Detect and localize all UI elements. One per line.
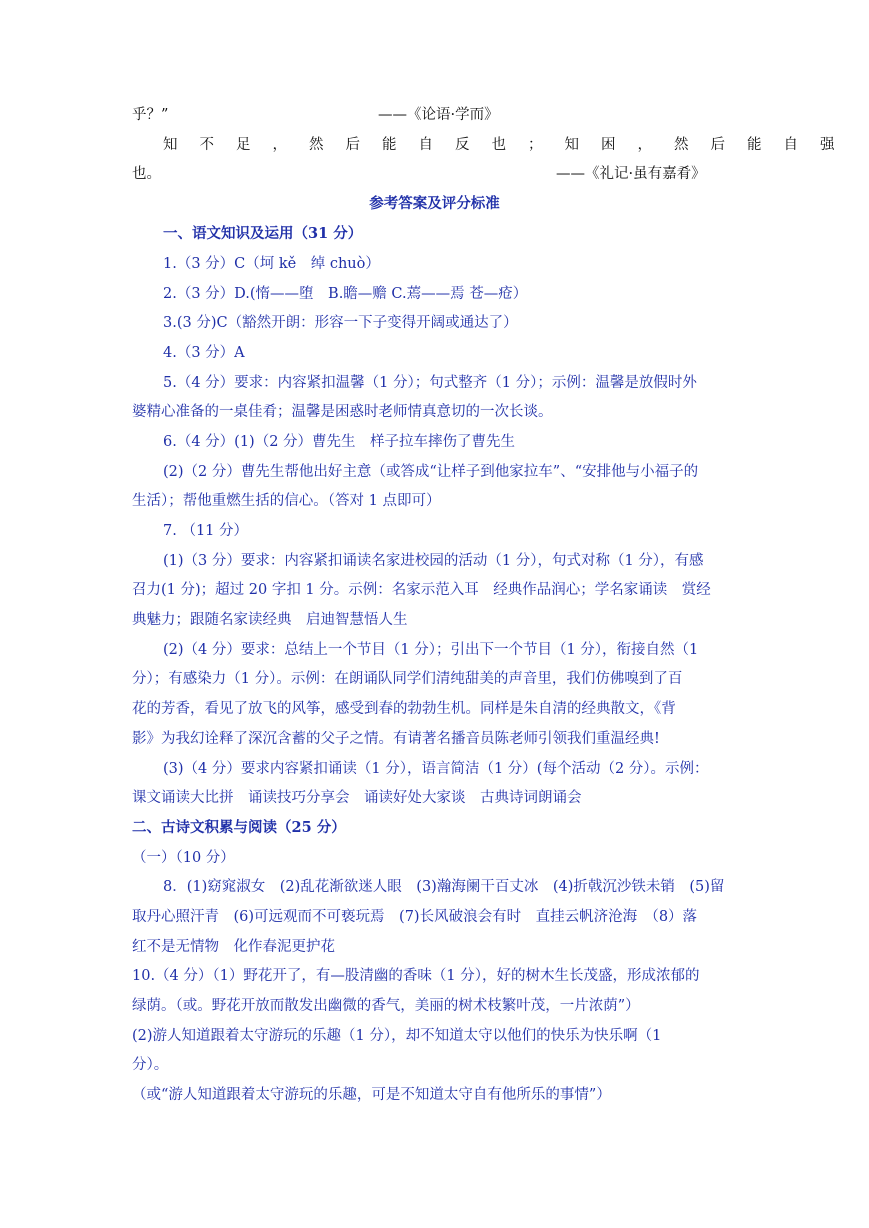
quote-liji-cont: 也。 bbox=[132, 166, 161, 182]
section-1-heading: 一、语文知识及运用（31 分） bbox=[163, 225, 363, 242]
answer-line: (1)（3 分）要求：内容紧扣诵读名家进校园的活动（1 分），句式对称（1 分），有感 bbox=[163, 553, 704, 569]
answer-line: 红不是无情物 化作春泥更护花 bbox=[132, 939, 335, 955]
section-2-heading: 二、古诗文积累与阅读（25 分） bbox=[132, 819, 346, 836]
quote-liji-text: 知不足，然后能自反也；知困，然后能自强 bbox=[163, 137, 857, 153]
answer-line: 花的芳香，看见了放飞的风筝，感受到春的勃勃生机。同样是朱自清的经典散文，《背 bbox=[132, 701, 676, 717]
answer-line: 课文诵读大比拼 诵读技巧分享会 诵读好处大家谈 古典诗词朗诵会 bbox=[132, 790, 582, 806]
answer-line: 10.（4 分）（1）野花开了，有—股清幽的香味（1 分），好的树木生长茂盛，形成浓郁的 bbox=[132, 968, 700, 984]
answer-line: 8．(1)窈窕淑女 (2)乱花渐欲迷人眼 (3)瀚海阑干百丈冰 (4)折戟沉沙铁未销 (5)留 bbox=[163, 879, 725, 895]
quote-lunyu-text: 乎？” bbox=[132, 107, 169, 123]
quote-liji-source: ——《礼记·虽有嘉肴》 bbox=[556, 166, 706, 182]
answer-line: 分）。 bbox=[132, 1057, 169, 1073]
answer-line: 召力(1 分)；超过 20 字扣 1 分。示例：名家示范入耳 经典作品润心；学名家诵读 赏经 bbox=[132, 582, 711, 598]
answer-line: （一）（10 分） bbox=[132, 850, 235, 866]
answer-line: 婆精心准备的一桌佳肴；温馨是困惑时老师情真意切的一次长谈。 bbox=[132, 404, 553, 420]
answer-line: 6.（4 分）(1)（2 分）曹先生 样子拉车摔伤了曹先生 bbox=[163, 434, 516, 450]
answer-line: 5.（4 分）要求：内容紧扣温馨（1 分）；句式整齐（1 分）；示例：温馨是放假时外 bbox=[163, 375, 697, 391]
answer-line: 取丹心照汗青 (6)可远观而不可亵玩焉 (7)长风破浪会有时 直挂云帆济沧海 （8）落 bbox=[132, 909, 698, 925]
answer-line: （或“游人知道跟着太守游玩的乐趣，可是不知道太守自有他所乐的事情”） bbox=[132, 1087, 611, 1103]
answer-line: 影》为我幻诠释了深沉含蓄的父子之情。有请著名播音员陈老师引领我们重温经典! bbox=[132, 731, 660, 747]
answer-line: 2.（3 分）D.(惰——堕 B.瞻—赡 C.蔫——焉 苍—疮） bbox=[163, 286, 528, 302]
answer-line: (2)游人知道跟着太守游玩的乐趣（1 分），却不知道太守以他们的快乐为快乐啊（1 bbox=[132, 1028, 662, 1044]
answers-title: 参考答案及评分标准 bbox=[369, 195, 500, 212]
quote-lunyu-source: ——《论语·学而》 bbox=[378, 107, 499, 123]
answer-line: 3.(3 分)C（豁然开朗：形容一下子变得开阔或通达了） bbox=[163, 315, 518, 331]
answer-line: 生活）；帮他重燃生括的信心。（答对 1 点即可） bbox=[132, 493, 441, 509]
answer-line: 典魅力；跟随名家读经典 启迪智慧悟人生 bbox=[132, 612, 408, 628]
answer-line: (3)（4 分）要求内容紧扣诵读（1 分），语言简洁（1 分）(每个活动（2 分）。示例： bbox=[163, 761, 709, 777]
answer-line: 绿荫。（或。野花开放而散发出幽微的香气，美丽的树术枝繁叶茂，一片浓荫”） bbox=[132, 998, 640, 1014]
answer-line: 7. （11 分） bbox=[163, 523, 249, 539]
answer-line: 分）；有感染力（1 分）。示例：在朗诵队同学们清纯甜美的声音里，我们仿佛嗅到了百 bbox=[132, 671, 683, 687]
answer-line: (2)（4 分）要求：总结上一个节目（1 分）；引出下一个节目（1 分），衔接自然（1 bbox=[163, 642, 699, 658]
answer-line: (2)（2 分）曹先生帮他出好主意（或答成“让样子到他家拉车”、“安排他与小福子的 bbox=[163, 464, 699, 480]
answer-line: 4.（3 分）A bbox=[163, 345, 245, 361]
answer-line: 1.（3 分）C（坷 kě 绰 chuò） bbox=[163, 256, 380, 272]
